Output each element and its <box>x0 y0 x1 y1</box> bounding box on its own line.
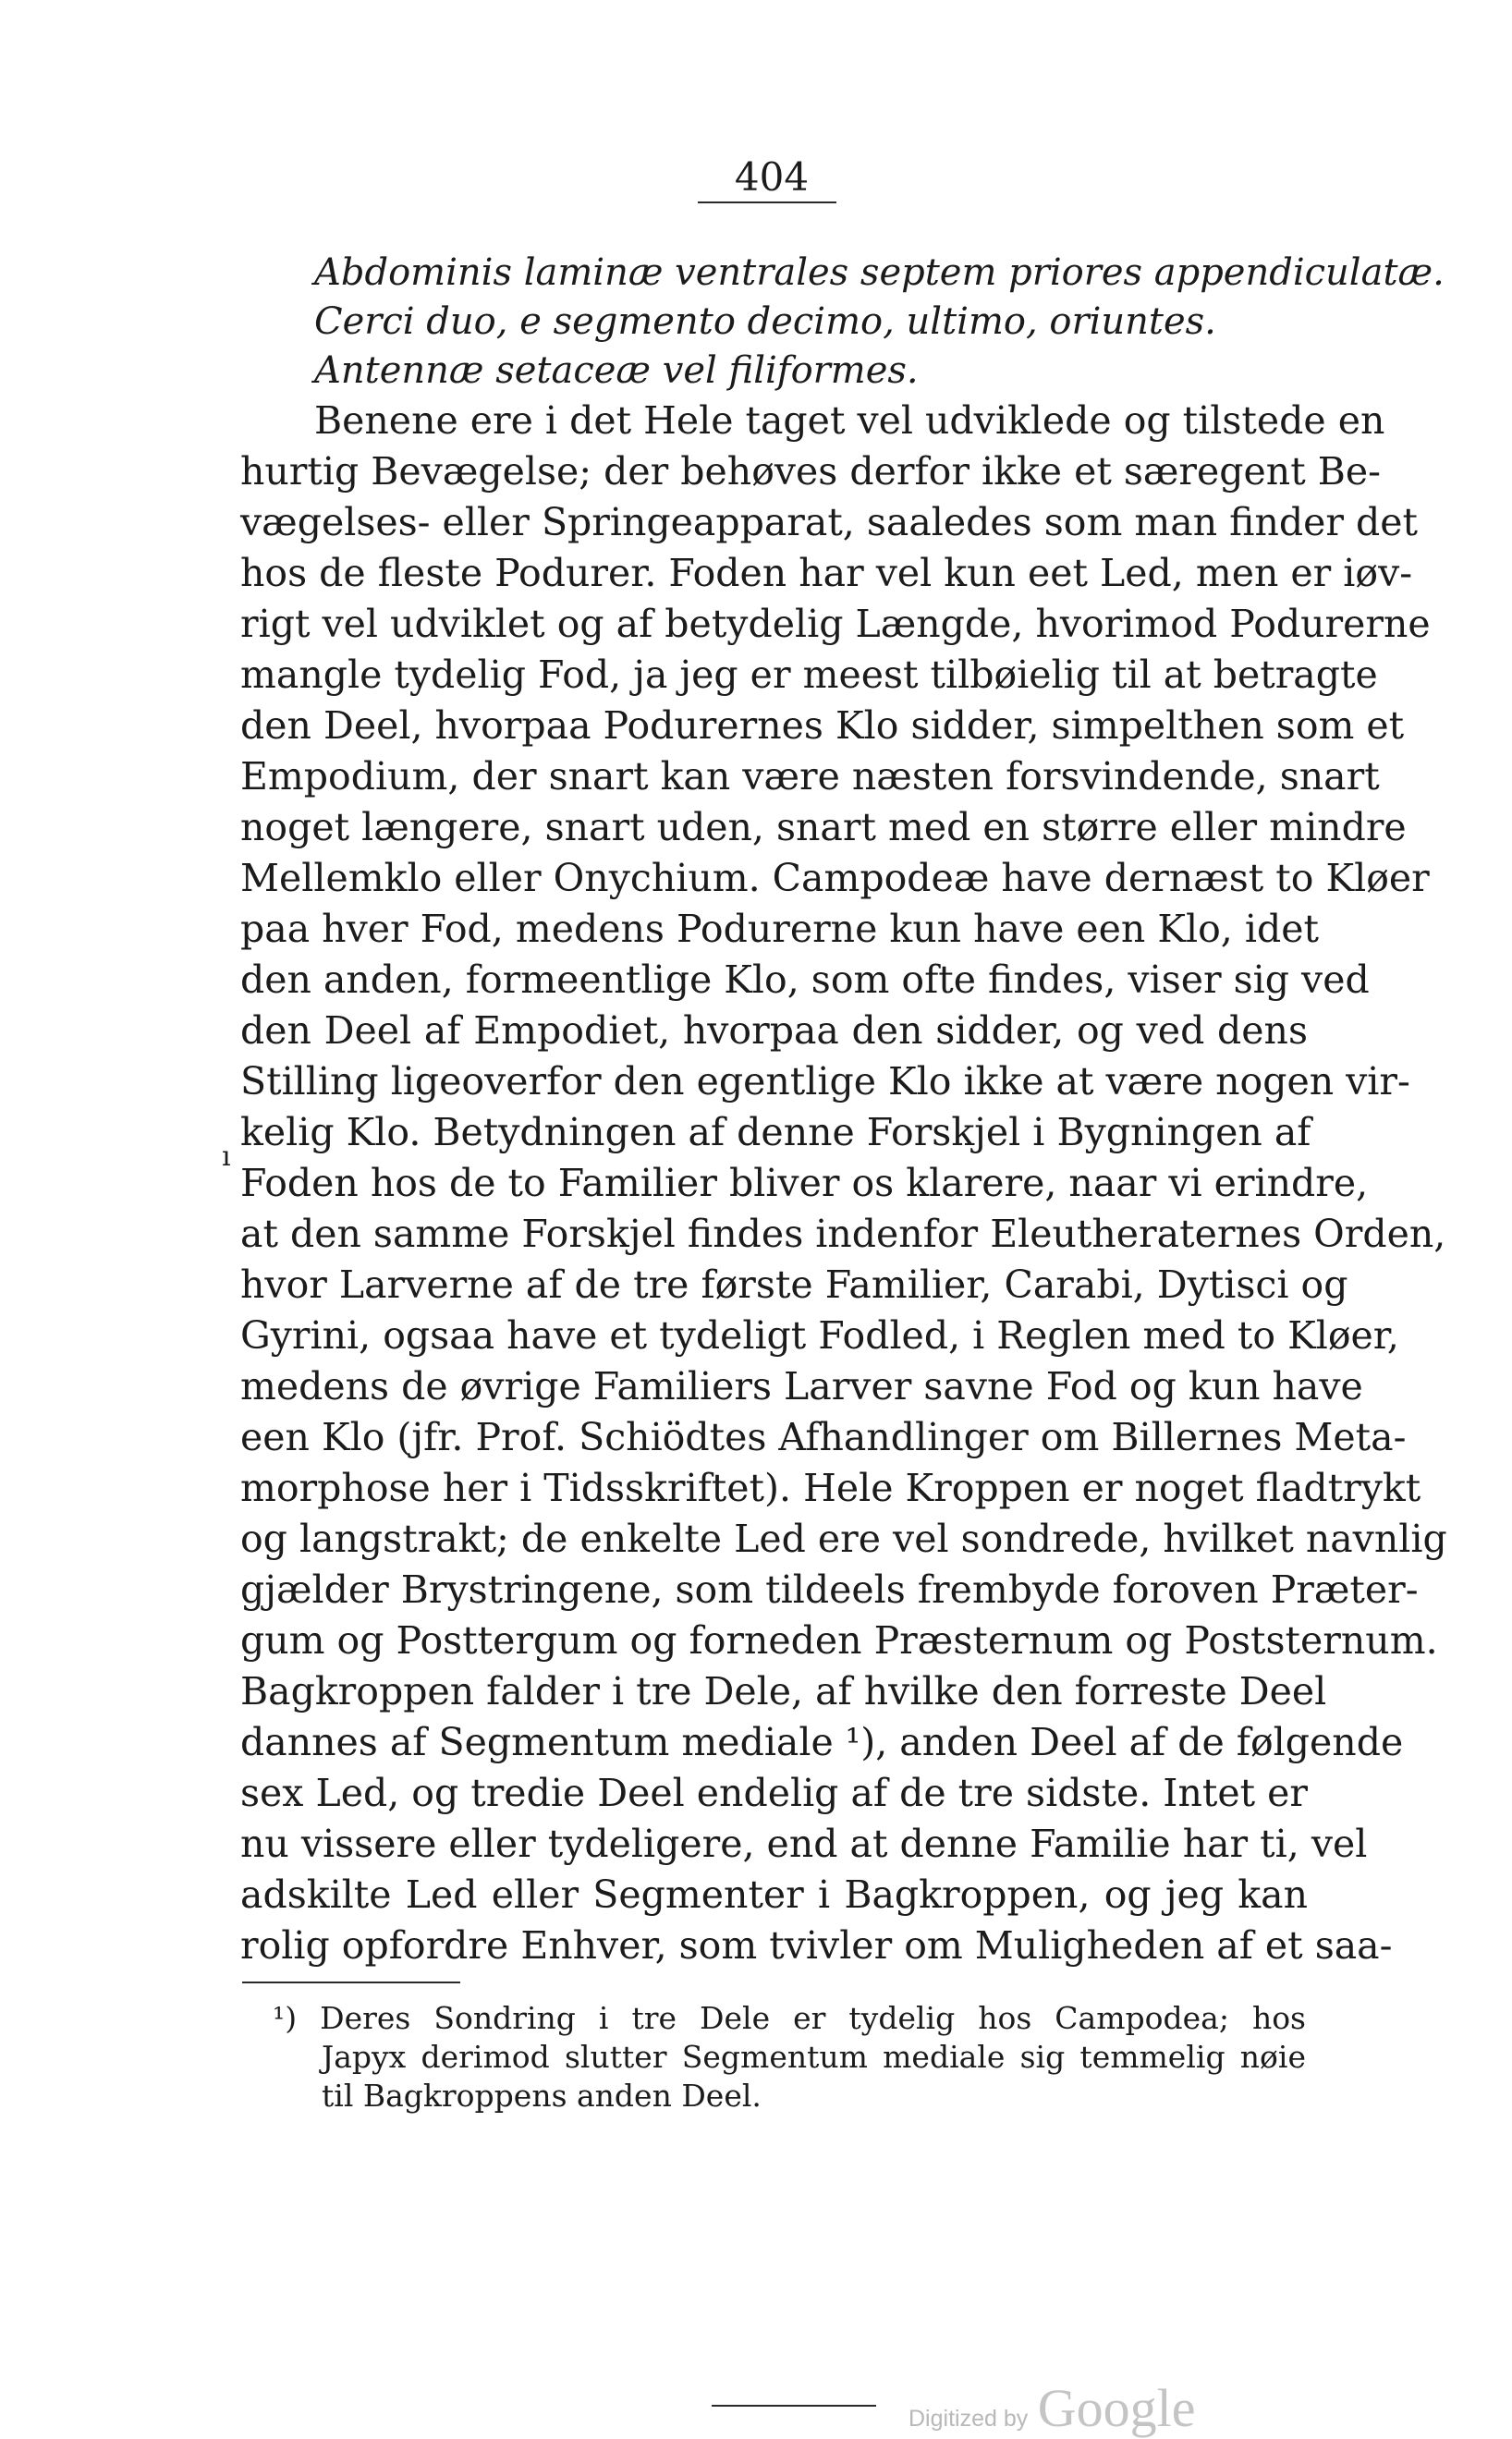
body-line: noget længere, snart uden, snart med en større eller mindre <box>240 805 1407 849</box>
body-line: vægelses- eller Springeapparat, saaledes som man finder det <box>240 500 1419 544</box>
digitized-watermark <box>908 2377 1195 2439</box>
body-line: og langstrakt; de enkelte Led ere vel sondrede, hvilket navnlig <box>240 1517 1447 1561</box>
body-line: sex Led, og tredie Deel endelig af de tre sidste. Intet er <box>240 1771 1308 1815</box>
body-line: paa hver Fod, medens Podurerne kun have een Klo, idet <box>240 907 1319 951</box>
footnote-line: Japyx derimod slutter Segmentum mediale sig temmelig nøie <box>322 2039 1306 2075</box>
body-line: Mellemklo eller Onychium. Campodeæ have dernæst to Kløer <box>240 856 1430 900</box>
body-line: rigt vel udviklet og af betydelig Længde, hvorimod Podurerne <box>240 602 1431 646</box>
body-line: Bagkroppen falder i tre Dele, af hvilke den forreste Deel <box>240 1669 1327 1713</box>
body-line: dannes af Segmentum mediale ¹), anden Deel af de følgende <box>240 1720 1404 1764</box>
body-line: mangle tydelig Fod, ja jeg er meest tilbøielig til at betragte <box>240 652 1378 697</box>
body-line: den Deel af Empodiet, hvorpaa den sidder, og ved dens <box>240 1008 1308 1053</box>
footnote-line: ¹) Deres Sondring i tre Dele er tydelig hos Campodea; hos <box>273 2000 1306 2036</box>
body-line: kelig Klo. Betydningen af denne Forskjel i Bygningen af <box>240 1110 1311 1154</box>
footnote-line: til Bagkroppens anden Deel. <box>322 2078 762 2114</box>
body-line: den Deel, hvorpaa Podurernes Klo sidder, simpelthen som et <box>240 703 1405 748</box>
footnote-rule <box>242 1982 460 1983</box>
body-line: morphose her i Tidsskriftet). Hele Kroppen er noget fladtrykt <box>240 1466 1421 1510</box>
body-line: gjælder Brystringene, som tildeels frembyde foroven Præter- <box>240 1567 1419 1612</box>
body-line: een Klo (jfr. Prof. Schiödtes Afhandlinger om Billernes Meta- <box>240 1415 1407 1459</box>
body-line: nu vissere eller tydeligere, end at denne Familie har ti, vel <box>240 1822 1368 1866</box>
italic-line: Abdominis laminæ ventrales septem priores appendiculatæ. <box>314 251 1445 294</box>
italic-line: Cerci duo, e segmento decimo, ultimo, oriuntes. <box>314 300 1216 343</box>
page-number: 404 <box>734 154 810 200</box>
body-line: hurtig Bevægelse; der behøves derfor ikke et særegent Be- <box>240 449 1381 494</box>
body-line: Foden hos de to Familier bliver os klarere, naar vi erindre, <box>240 1161 1369 1205</box>
body-line: Stilling ligeoverfor den egentlige Klo ikke at være nogen vir- <box>240 1059 1410 1104</box>
body-line: rolig opfordre Enhver, som tvivler om Muligheden af et saa- <box>240 1923 1393 1968</box>
body-line: den anden, formeentlige Klo, som ofte findes, viser sig ved <box>240 957 1370 1002</box>
body-line: Empodium, der snart kan være næsten forsvindende, snart <box>240 754 1380 799</box>
google-logo: Google <box>1037 2378 1196 2438</box>
page-number-rule <box>698 201 836 203</box>
body-line: adskilte Led eller Segmenter i Bagkroppen, og jeg kan <box>240 1872 1308 1917</box>
body-line: gum og Posttergum og forneden Præsternum og Poststernum. <box>240 1618 1438 1663</box>
margin-mark: ı <box>222 1140 231 1173</box>
body-line: at den samme Forskjel findes indenfor Eleutheraternes Orden, <box>240 1212 1446 1256</box>
body-line: medens de øvrige Familiers Larver savne Fod og kun have <box>240 1364 1363 1409</box>
digitized-prefix: Digitized by <box>908 2406 1029 2432</box>
bottom-rule <box>712 2405 876 2407</box>
body-line: hvor Larverne af de tre første Familier, Carabi, Dytisci og <box>240 1262 1348 1307</box>
body-line: Benene ere i det Hele taget vel udviklede og tilstede en <box>314 398 1385 443</box>
italic-line: Antennæ setaceæ vel filiformes. <box>314 349 919 392</box>
body-line: hos de fleste Podurer. Foden har vel kun eet Led, men er iøv- <box>240 551 1413 595</box>
body-line: Gyrini, ogsaa have et tydeligt Fodled, i Reglen med to Kløer, <box>240 1313 1399 1358</box>
